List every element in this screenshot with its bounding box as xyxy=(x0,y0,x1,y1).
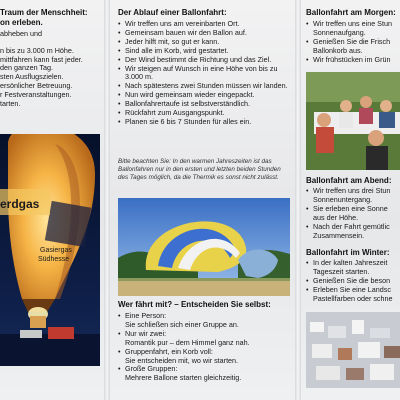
who-item-detail: Sie entscheiden mit, wo wir starten. xyxy=(125,355,239,365)
evening-line: • Nach der Fahrt gemütlic xyxy=(313,221,390,231)
procedure-item: • Ballonfahrertaufe ist selbstverständlich. xyxy=(118,100,290,109)
morning-heading: Ballonfahrt am Morgen: xyxy=(306,8,396,17)
balloons-field-photo xyxy=(118,198,290,296)
fold-separator xyxy=(295,0,301,400)
column-right xyxy=(302,0,400,400)
morning-line: Ballonkorb aus. xyxy=(313,45,363,55)
procedure-item: • Rückfahrt zum Ausgangspunkt. xyxy=(118,109,290,118)
winter-line: • Genießen Sie die beson xyxy=(313,275,391,285)
evening-item xyxy=(306,223,400,241)
who-item-head: • Große Gruppen: xyxy=(125,364,178,374)
intro-section xyxy=(0,8,102,108)
column-middle xyxy=(112,0,294,400)
procedure-item: • Nun wird gemeinsam wieder eingepackt. xyxy=(118,91,290,100)
balloon-brand-text: Gasiergas xyxy=(40,247,72,254)
procedure-item: • Planen sie 6 bis 7 Stunden für alles ein. xyxy=(118,118,290,127)
evening-line: Sonnenuntergang. xyxy=(313,194,373,204)
morning-line: • Genießen Sie die Frisch xyxy=(313,36,391,46)
balloon-brand-text: Südhesse xyxy=(38,256,70,263)
winter-line: • In der kalten Jahreszeit xyxy=(313,258,388,267)
procedure-item: • Nach spätestens zwei Stunden müssen wir landen. xyxy=(118,82,290,91)
intro-line: mittfahren kann fast jeder. xyxy=(0,54,83,64)
evening-line: • Sie erleben eine Sonne xyxy=(313,203,388,213)
intro-text xyxy=(0,30,102,108)
winter-heading: Ballonfahrt im Winter: xyxy=(306,248,390,257)
procedure-item: • Wir treffen uns am vereinbarten Ort. xyxy=(118,20,290,29)
intro-line: r Festveranstaltungen. xyxy=(0,89,72,99)
who-item-head: • Eine Person: xyxy=(125,311,167,320)
morning-item xyxy=(306,20,400,38)
procedure-item: • Sind alle im Korb, wird gestartet. xyxy=(118,47,290,56)
intro-line: tarten. xyxy=(0,98,21,108)
who-item-head: • Nur wir zwei: xyxy=(125,328,167,338)
who-list xyxy=(118,312,290,383)
winter-town-photo xyxy=(306,312,400,388)
evening-item xyxy=(306,205,400,223)
morning-list xyxy=(306,20,400,65)
procedure-item: • Jeder hilft mit, so gut er kann. xyxy=(118,38,290,47)
who-item xyxy=(118,330,290,348)
fold-separator xyxy=(104,0,110,400)
morning-item xyxy=(306,38,400,56)
winter-item xyxy=(306,259,400,277)
winter-line: • Erleben Sie eine Landsc xyxy=(313,284,391,294)
intro-heading-line-1: Traum der Menschheit: xyxy=(0,8,88,17)
winter-item xyxy=(306,286,400,304)
intro-line: sten Ausflugszielen. xyxy=(0,72,64,82)
evening-line: Zusammensein. xyxy=(313,230,365,240)
night-balloon-photo xyxy=(0,134,100,366)
column-left xyxy=(0,0,102,400)
winter-line: Pastellfarben oder schne xyxy=(313,293,393,303)
procedure-item: • Der Wind bestimmt die Richtung und das Ziel. xyxy=(118,56,290,65)
procedure-item: • Gemeinsam bauen wir den Ballon auf. xyxy=(118,29,290,38)
who-item-head: • Gruppenfahrt, ein Korb voll: xyxy=(125,346,213,356)
balloon-brand-text: erdgas xyxy=(0,197,40,211)
who-item-detail: Romantik pur – dem Himmel ganz nah. xyxy=(125,337,250,347)
morning-line: • Wir treffen uns eine Stun xyxy=(313,19,392,28)
evening-item xyxy=(306,187,400,205)
intro-line: abheben und xyxy=(0,29,42,38)
winter-line: Tageszeit starten. xyxy=(313,266,370,276)
morning-item xyxy=(306,56,400,65)
evening-line: • Wir treffen uns drei Stun xyxy=(313,186,391,195)
season-note: Bitte beachten Sie: In den warmen Jahreszeiten ist das Ballonfahren nur in den ersten und letzten beiden Stunden des Tages möglich, da die Thermik es sonst nicht zulässt. xyxy=(118,158,281,181)
intro-line: n bis zu 3.000 m Höhe. xyxy=(0,45,74,55)
procedure-heading: Der Ablauf einer Ballonfahrt: xyxy=(118,8,227,17)
morning-line: Sonnenaufgang. xyxy=(313,27,366,37)
who-item-detail: Sie schließen sich einer Gruppe an. xyxy=(125,319,239,329)
morning-line: • Wir frühstücken im Grün xyxy=(313,54,391,64)
intro-heading-line-2: on erleben. xyxy=(0,17,43,27)
evening-line: aus der Höhe. xyxy=(313,212,359,222)
who-heading: Wer fährt mit? – Entscheiden Sie selbst: xyxy=(118,300,271,309)
who-item xyxy=(118,365,290,383)
procedure-item: • Wir steigen auf Wunsch in eine Höhe von bis zu 3.000 m. xyxy=(118,65,290,83)
who-item xyxy=(118,312,290,330)
winter-list xyxy=(306,259,400,304)
breakfast-photo xyxy=(306,72,400,170)
intro-line: den ganzen Tag. xyxy=(0,63,54,73)
procedure-list xyxy=(118,20,290,127)
evening-list xyxy=(306,187,400,240)
who-item xyxy=(118,348,290,366)
evening-heading: Ballonfahrt am Abend: xyxy=(306,176,392,185)
who-item-detail: Mehrere Ballone starten gleichzeitig. xyxy=(125,373,242,383)
intro-line: ersönlicher Betreuung. xyxy=(0,80,73,90)
